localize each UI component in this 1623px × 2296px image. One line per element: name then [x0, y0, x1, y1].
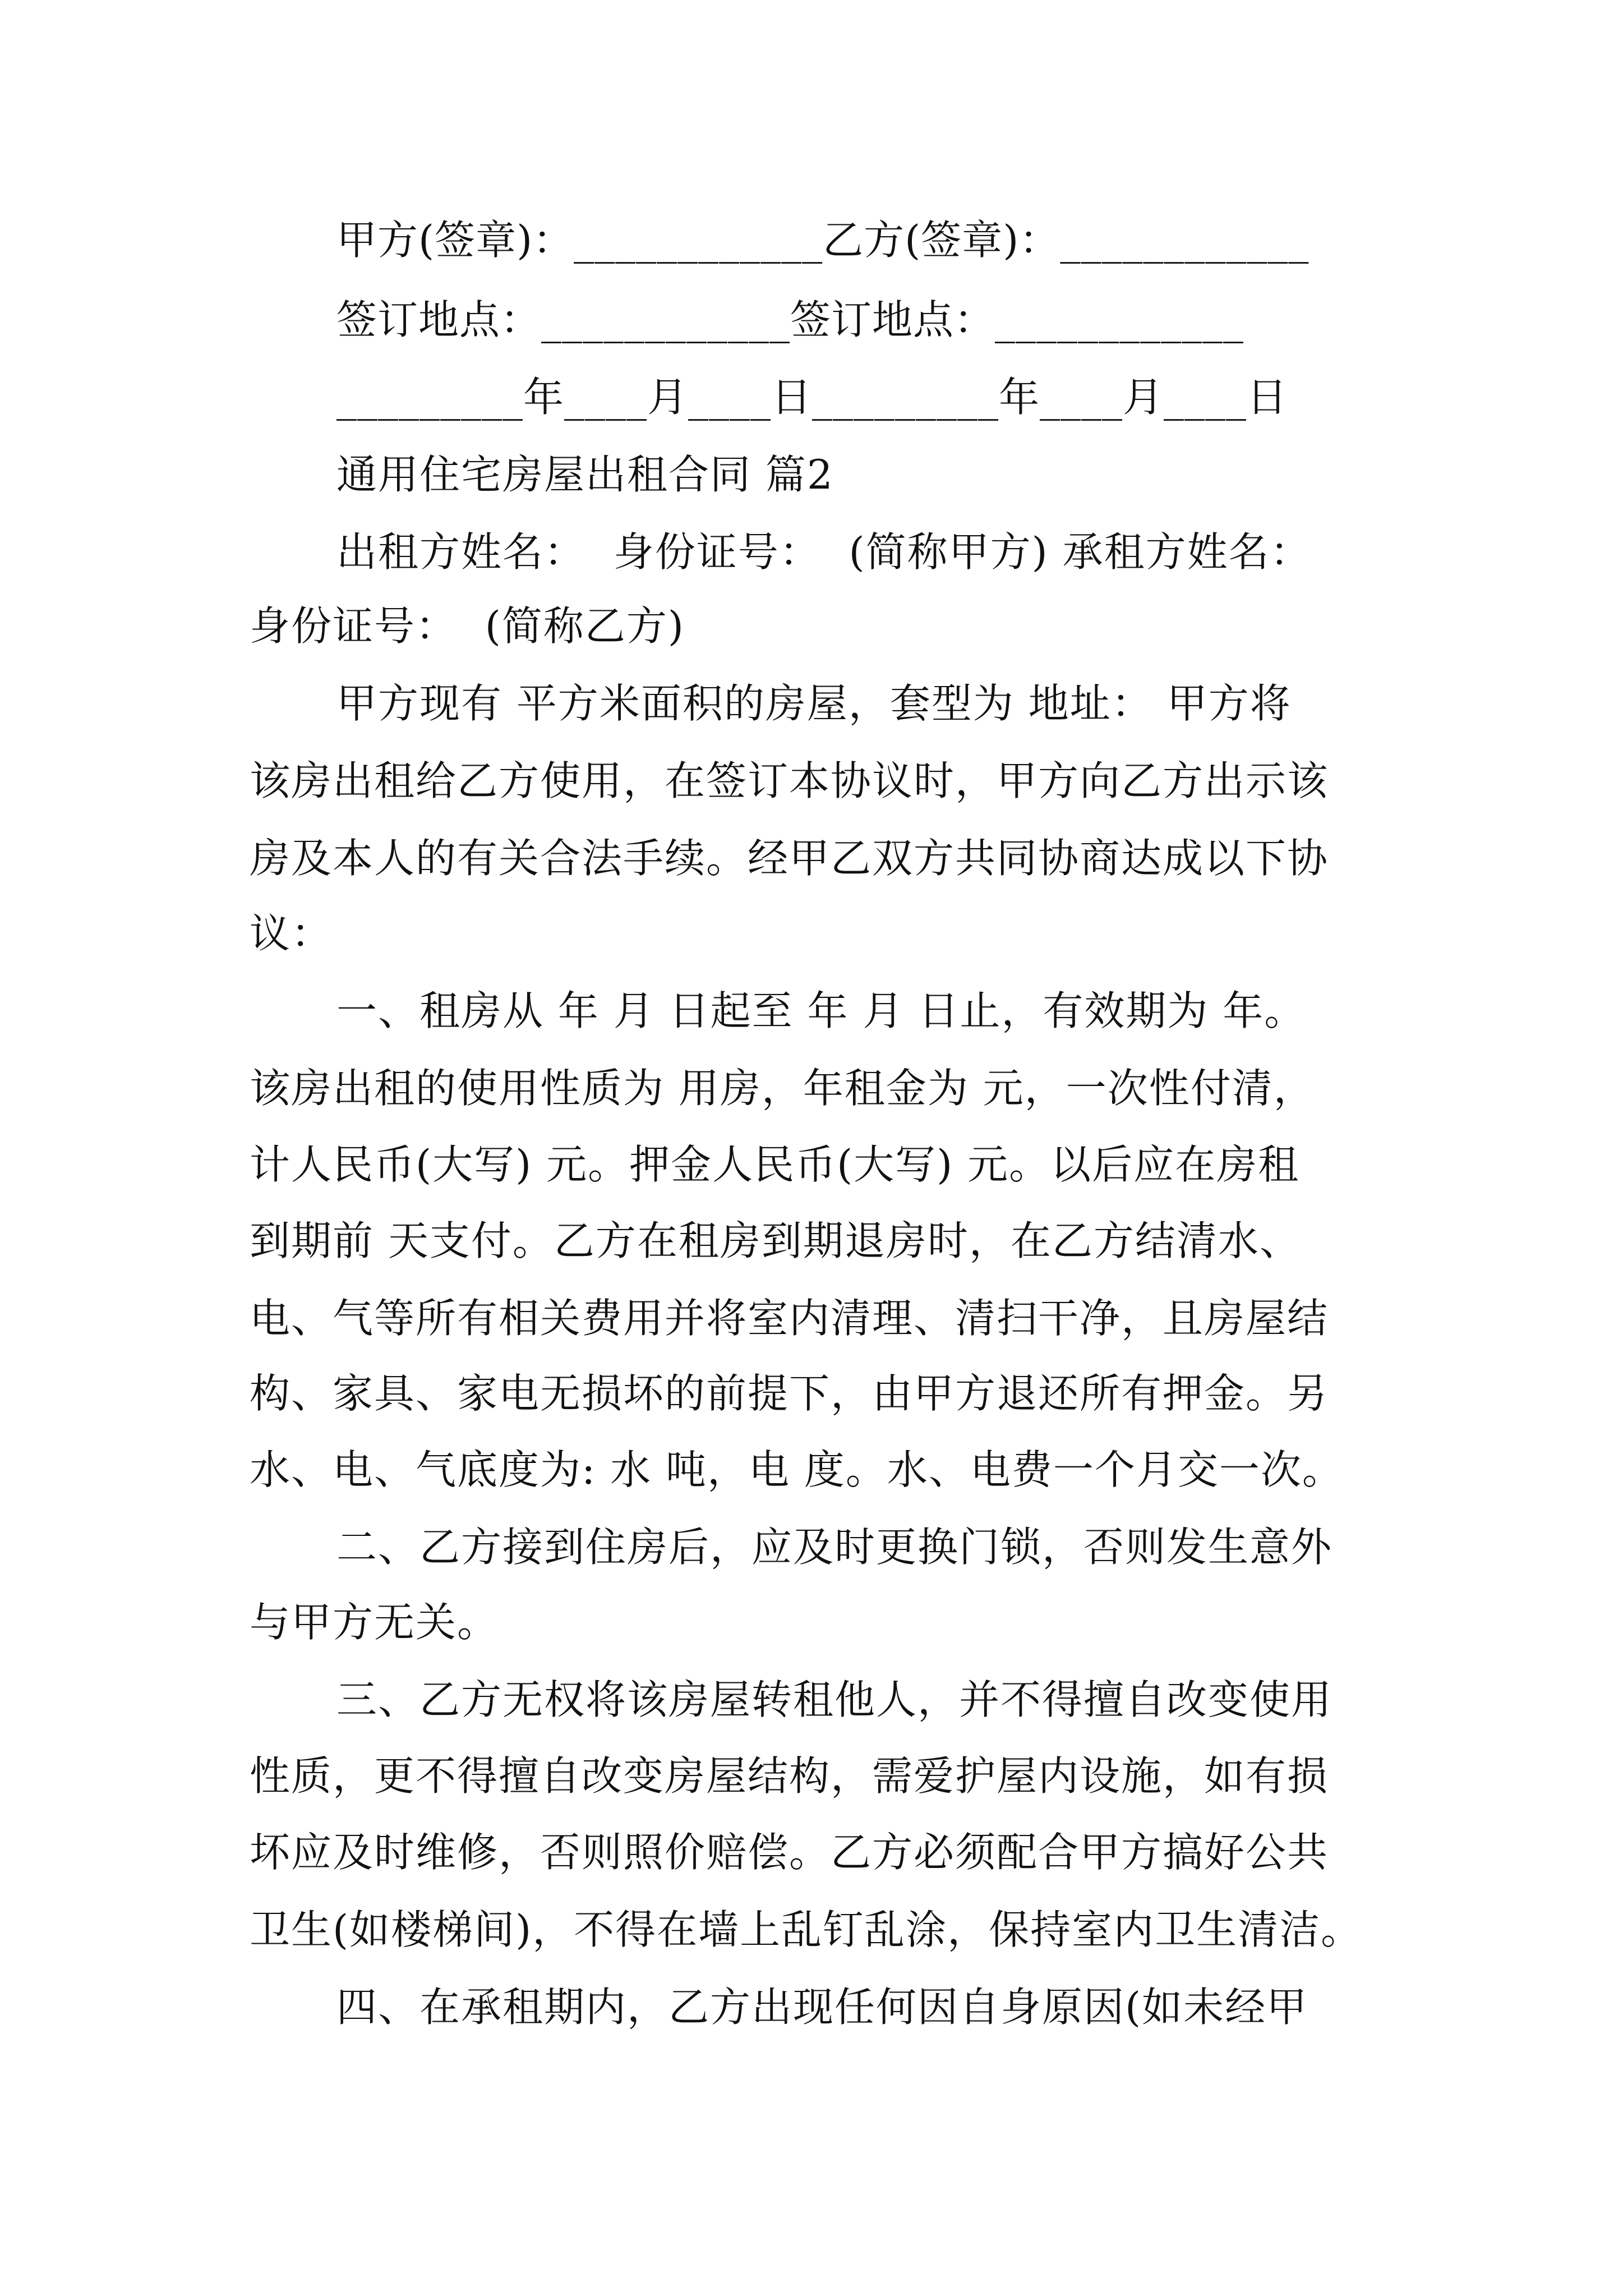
paragraph-line: 电、气等所有相关费用并将室内清理、清扫干净，且房屋结	[250, 1295, 1329, 1342]
paragraph-line: 坏应及时维修，否则照价赔偿。乙方必须配合甲方搞好公共	[250, 1829, 1329, 1876]
paragraph-line: 三、乙方无权将该房屋转租他人，并不得擅自改变使用	[336, 1676, 1333, 1723]
paragraph-line: 水、电、气底度为: 水 吨，电 度。水、电费一个月交一次。	[250, 1446, 1344, 1493]
paragraph-line: 一、租房从 年 月 日起至 年 月 日止，有效期为 年。	[336, 987, 1306, 1034]
paragraph-line: 构、家具、家电无损坏的前提下，由甲方退还所有押金。另	[250, 1370, 1329, 1417]
paragraph-line: 该房出租给乙方使用，在签订本协议时，甲方向乙方出示该	[250, 757, 1329, 804]
paragraph-line: 到期前 天支付。乙方在租房到期退房时，在乙方结清水、	[250, 1217, 1301, 1264]
paragraph-line: 与甲方无关。	[250, 1599, 499, 1646]
section-title: 通用住宅房屋出租合同 篇2	[336, 451, 834, 498]
signature-line: 甲方(签章)：____________乙方(签章)：____________	[336, 217, 1310, 264]
signing-date-line: _________年____月____日_________年____月____日	[336, 374, 1288, 421]
paragraph-line: 身份证号： (简称乙方)	[250, 602, 685, 650]
signing-place-line: 签订地点：____________签订地点：____________	[336, 296, 1244, 343]
paragraph-line: 四、在承租期内，乙方出现任何因自身原因(如未经甲	[336, 1984, 1308, 2031]
paragraph-line: 性质，更不得擅自改变房屋结构，需爱护屋内设施，如有损	[250, 1752, 1329, 1800]
paragraph-line: 出租方姓名： 身份证号： (简称甲方) 承租方姓名：	[336, 528, 1312, 576]
paragraph-line: 房及本人的有关合法手续。经甲乙双方共同协商达成以下协	[250, 835, 1329, 882]
paragraph-line: 卫生(如楼梯间)，不得在墙上乱钉乱涂，保持室内卫生清洁。	[250, 1906, 1363, 1953]
paragraph-line: 议：	[250, 910, 333, 957]
paragraph-line: 该房出租的使用性质为 用房，年租金为 元，一次性付清，	[250, 1065, 1315, 1112]
paragraph-line: 甲方现有 平方米面积的房屋，套型为 地址： 甲方将	[336, 680, 1292, 727]
paragraph-line: 二、乙方接到住房后，应及时更换门锁，否则发生意外	[336, 1524, 1333, 1571]
paragraph-line: 计人民币(大写) 元。押金人民币(大写) 元。以后应在房租	[250, 1141, 1300, 1188]
